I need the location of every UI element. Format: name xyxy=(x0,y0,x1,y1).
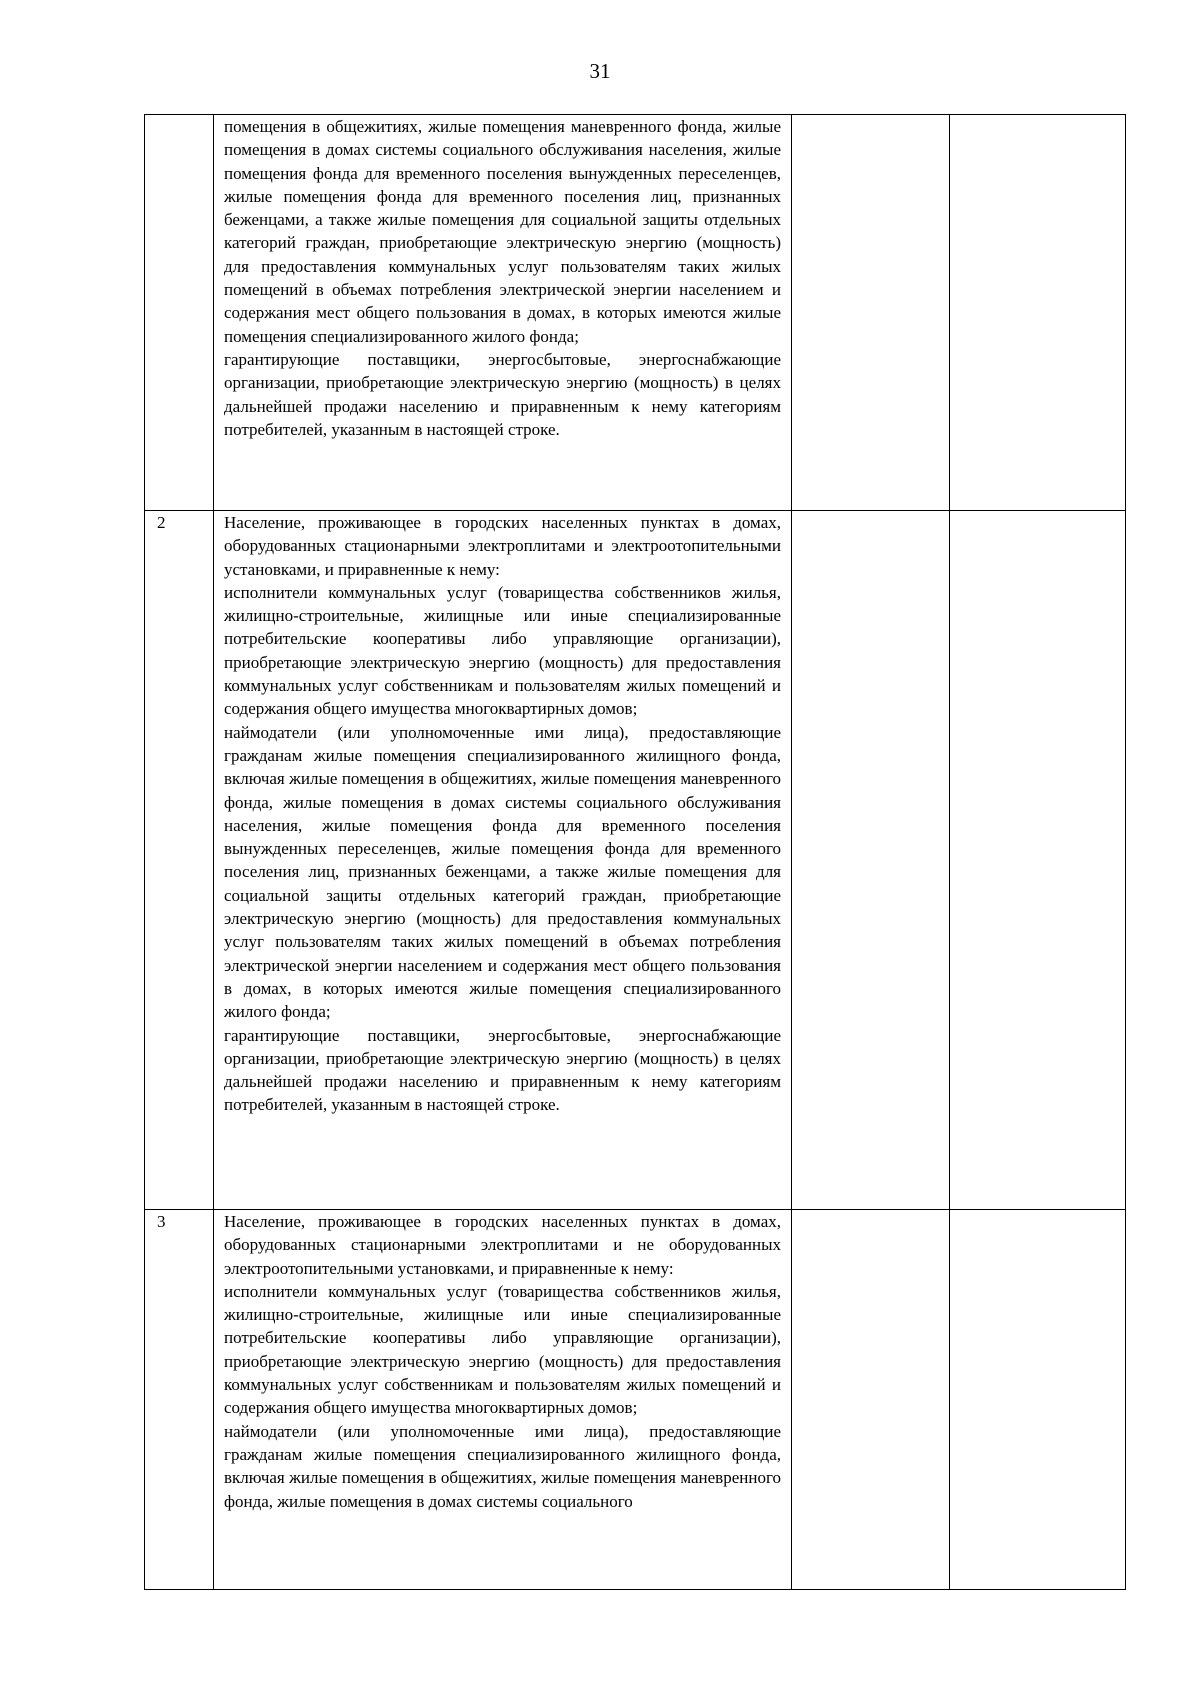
row-description-cell xyxy=(214,1210,792,1590)
row-number-cell xyxy=(145,115,214,511)
row-description-cell xyxy=(214,511,792,1210)
row-paragraph: исполнители коммунальных услуг (товарищества собственников жилья, жилищно-строительные, жилищные или иные специализированные потребительские кооперативы либо управляющие организации), приобретающие электрическую энергию (мощность) для предоставления коммунальных услуг собственникам и пользователям жилых помещений и содержания общего имущества многоквартирных домов; xyxy=(224,582,781,719)
table-row xyxy=(145,115,1126,511)
page-number: 31 xyxy=(589,59,611,83)
row-number-cell: 2 xyxy=(145,511,214,1210)
row-number-cell: 3 xyxy=(145,1210,214,1590)
row-description-cell xyxy=(214,115,792,511)
row-value-cell-1 xyxy=(792,115,950,511)
row-paragraph: Население, проживающее в городских населенных пунктах в домах, оборудованных стационарными электроплитами и электроотопительными установками, и приравненные к нему: xyxy=(224,513,781,579)
row-value-cell-2 xyxy=(950,115,1126,511)
row-value-cell-1 xyxy=(792,511,950,1210)
row-paragraph: помещения в общежитиях, жилые помещения маневренного фонда, жилые помещения в домах системы социального обслуживания населения, жилые помещения фонда для временного поселения вынужденных переселенцев, жилые помещения фонда для временного поселения лиц, признанных беженцами, а также жилые помещения для социальной защиты отдельных категорий граждан, приобретающие электрическую энергию (мощность) для предоставления коммунальных услуг пользователям таких жилых помещений в объемах потребления электрической энергии населением и содержания мест общего пользования в домах, в которых имеются жилые помещения специализированного жилого фонда; xyxy=(224,117,781,346)
row-paragraph: гарантирующие поставщики, энергосбытовые, энергоснабжающие организации, приобретающие электрическую энергию (мощность) в целях дальнейшей продажи населению и приравненным к нему категориям потребителей, указанным в настоящей строке. xyxy=(224,1025,781,1115)
row-paragraph: Население, проживающее в городских населенных пунктах в домах, оборудованных стационарными электроплитами и не оборудованных электроотопительными установками, и приравненные к нему: xyxy=(224,1212,781,1278)
row-value-cell-2 xyxy=(950,511,1126,1210)
row-paragraph: исполнители коммунальных услуг (товарищества собственников жилья, жилищно-строительные, жилищные или иные специализированные потребительские кооперативы либо управляющие организации), приобретающие электрическую энергию (мощность) для предоставления коммунальных услуг собственникам и пользователям жилых помещений и содержания общего имущества многоквартирных домов; xyxy=(224,1281,781,1418)
table-row xyxy=(145,511,1126,1210)
table-row xyxy=(145,1210,1126,1590)
row-value-cell-2 xyxy=(950,1210,1126,1590)
tariff-consumer-table xyxy=(144,114,1126,1590)
row-paragraph: гарантирующие поставщики, энергосбытовые, энергоснабжающие организации, приобретающие электрическую энергию (мощность) в целях дальнейшей продажи населению и приравненным к нему категориям потребителей, указанным в настоящей строке. xyxy=(224,349,781,439)
row-value-cell-1 xyxy=(792,1210,950,1590)
row-paragraph: наймодатели (или уполномоченные ими лица), предоставляющие гражданам жилые помещения специализированного жилищного фонда, включая жилые помещения в общежитиях, жилые помещения маневренного фонда, жилые помещения в домах системы социального xyxy=(224,1421,781,1511)
row-paragraph: наймодатели (или уполномоченные ими лица), предоставляющие гражданам жилые помещения специализированного жилищного фонда, включая жилые помещения в общежитиях, жилые помещения маневренного фонда, жилые помещения в домах системы социального обслуживания населения, жилые помещения фонда для временного поселения вынужденных переселенцев, жилые помещения фонда для временного поселения лиц, признанных беженцами, а также жилые помещения для социальной защиты отдельных категорий граждан, приобретающие электрическую энергию (мощность) для предоставления коммунальных услуг пользователям таких жилых помещений в объемах потребления электрической энергии населением и содержания мест общего пользования в домах, в которых имеются жилые помещения специализированного жилого фонда; xyxy=(224,722,781,1022)
